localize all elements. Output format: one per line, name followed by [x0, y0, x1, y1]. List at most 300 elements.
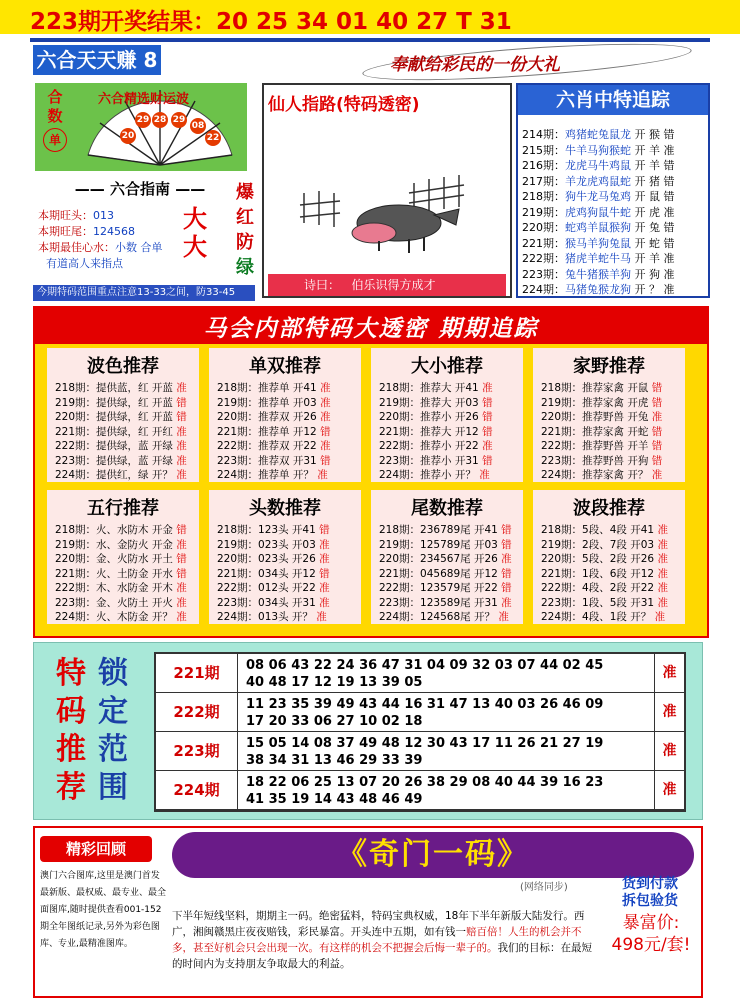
cell-title: 家野推荐 — [573, 356, 645, 377]
cell-row-mark: 错 — [501, 524, 512, 536]
cell-title: 五行推荐 — [87, 498, 159, 519]
cell-row-mark: 准 — [482, 440, 493, 452]
tag-char: 合 — [47, 88, 63, 106]
cell-row-text: 220期：金、火防水 开土 — [55, 553, 173, 565]
cell-row-text: 221期：045689尾 开12 — [379, 567, 498, 580]
zodiac-result: 开 羊 错 — [634, 159, 675, 172]
cell-row-text: 221期：推荐家禽 开蛇 — [541, 425, 649, 438]
zodiac-period: 224期： — [522, 283, 565, 296]
zodiac-result: 开 羊 准 — [634, 143, 675, 157]
zodiac-period: 215期： — [522, 143, 565, 157]
zodiac-row — [522, 250, 675, 266]
cell-row-text: 220期：5段、2段 开26 — [541, 553, 655, 565]
range-note: 今期特码范围重点注意13-33之间，防33-45 — [33, 285, 255, 301]
locked-row — [156, 732, 684, 771]
cell-row-text: 223期：推荐小 开31 — [379, 454, 479, 467]
locked-line: 38 34 31 13 46 29 33 39 — [246, 753, 423, 768]
cell-row-mark: 准 — [657, 553, 668, 565]
number-ball: 08 — [190, 118, 206, 134]
cell-row-text: 220期：234567尾 开26 — [379, 553, 498, 565]
zodiac-result: 开 猴 错 — [634, 128, 675, 141]
cell-row-mark: 准 — [657, 538, 668, 551]
zodiac-picks: 猴马羊狗兔鼠 — [565, 236, 631, 250]
cell-row — [541, 537, 668, 552]
tag-char: 数 — [47, 107, 63, 125]
locked-numbers — [246, 735, 646, 769]
cell-row-text: 218期：推荐家禽 开鼠 — [541, 382, 649, 394]
cell-row-text: 223期：提供绿，蓝 开绿 — [55, 454, 173, 467]
cell-row-mark: 错 — [319, 567, 330, 580]
cell-row-mark: 准 — [176, 596, 187, 609]
cell-row — [217, 467, 328, 482]
guide-label: 本期旺尾： — [38, 225, 93, 238]
locked-line: 11 23 35 39 49 43 44 16 31 47 13 40 03 26 46 09 — [246, 697, 604, 712]
cell-row — [541, 522, 668, 537]
zodiac-picks: 龙虎马牛鸡鼠 — [565, 159, 631, 172]
locked-line: 15 05 14 08 37 49 48 12 30 43 17 11 26 21 27 19 — [246, 736, 604, 751]
locked-row — [156, 693, 684, 732]
cell-row-text: 219期：提供绿，红 开蓝 — [55, 396, 173, 409]
locked-table — [154, 652, 686, 812]
cell-row-mark: 准 — [657, 596, 668, 609]
cell-row-mark: 准 — [501, 553, 512, 565]
tag-char-circle: 单 — [43, 128, 67, 152]
cell-row-mark: 准 — [176, 440, 187, 452]
locked-period: 222期 — [156, 693, 238, 732]
guide-title-text: 六合指南 — [109, 180, 170, 198]
cell-row — [55, 380, 187, 395]
recommend-cell — [533, 490, 685, 624]
zodiac-row — [522, 219, 675, 235]
cell-row-mark: 准 — [657, 524, 668, 536]
cell-row-mark: 错 — [482, 411, 493, 423]
cell-row — [541, 395, 662, 410]
cell-row — [379, 467, 490, 482]
qimen-banner: 《奇门一码》 — [172, 832, 694, 878]
cell-row-text: 223期：金、火防土 开火 — [55, 596, 173, 609]
zodiac-result: 开 兔 错 — [634, 221, 675, 234]
cell-row-mark: 准 — [176, 454, 187, 467]
price-note — [606, 912, 696, 956]
cell-row — [217, 595, 330, 610]
cell-row-text: 222期：推荐小 开22 — [379, 440, 479, 452]
result-line: 223期开奖结果：20 25 34 01 40 27 T 31 — [30, 9, 512, 35]
immortal-subtitle: (特码透密) — [336, 95, 420, 115]
zodiac-result: 开 猪 错 — [634, 174, 675, 188]
recommend-grid — [33, 342, 709, 638]
guide-value: 013 — [93, 209, 114, 222]
cell-row-text: 219期：推荐家禽 开虎 — [541, 396, 649, 409]
cell-row — [379, 551, 512, 566]
zodiac-row — [522, 204, 675, 220]
net-sync: (网络同步) — [520, 882, 568, 893]
cell-row-mark: 准 — [654, 611, 666, 623]
cell-row-text: 222期：推荐双 开22 — [217, 440, 317, 452]
review-title: 精彩回顾 — [40, 836, 152, 862]
locked-mark: 准 — [654, 654, 684, 693]
cell-row — [217, 566, 330, 581]
guide-label: 本期旺头： — [38, 209, 93, 222]
cell-row — [217, 380, 331, 395]
cell-row-text: 223期：123589尾 开31 — [379, 596, 498, 609]
cell-row-mark: 错 — [651, 454, 663, 467]
cell-row-text: 224期：推荐小 开？ — [379, 469, 476, 481]
cell-row-text: 224期：124568尾 开？ — [379, 611, 495, 623]
guide-line — [38, 223, 135, 239]
lock-char: 码 — [56, 694, 86, 729]
guide-title: —— 六合指南 —— — [74, 180, 206, 198]
cell-row-mark: 错 — [176, 524, 187, 536]
cell-row — [55, 453, 187, 468]
guide-line — [38, 239, 163, 255]
number-ball: 29 — [171, 112, 187, 128]
result-bar — [0, 0, 740, 34]
cell-row — [379, 424, 493, 439]
cell-row — [55, 467, 187, 482]
cell-title: 波段推荐 — [573, 498, 645, 519]
guide-line — [46, 255, 123, 271]
cell-row-text: 221期：推荐大 开12 — [379, 425, 479, 438]
immortal-panel — [262, 83, 512, 298]
cell-row-text: 222期：木、水防金 开木 — [55, 582, 173, 594]
cell-row-mark: 准 — [320, 396, 331, 409]
zodiac-row — [522, 266, 675, 282]
zodiac-period: 217期： — [522, 174, 565, 188]
cell-row — [379, 566, 512, 581]
cell-row-mark: 错 — [176, 553, 187, 565]
cell-row — [379, 595, 512, 610]
brand-badge: 六合天天赚 8 — [33, 45, 161, 75]
cell-row — [217, 453, 331, 468]
cell-row-text: 220期：推荐双 开26 — [217, 411, 317, 423]
poem-bar — [268, 274, 506, 296]
cell-row-text: 224期：推荐家禽 开？ — [541, 469, 649, 481]
review-text: 澳门六合图库,这里是澳门首发最新版、最权威、最专业、最全面图库,随时提供查看001-152期全年图纸记录,另外为彩色图库、专业,最精准图库。 — [40, 871, 167, 949]
cell-row-text: 222期：123579尾 开22 — [379, 582, 498, 594]
zodiac-picks: 猪虎羊蛇牛马 — [565, 252, 631, 265]
cell-row — [379, 438, 493, 453]
cell-row — [55, 395, 187, 410]
cell-row-text: 221期：1段、6段 开12 — [541, 567, 655, 580]
zodiac-picks: 狗牛龙马兔鸡 — [565, 190, 631, 203]
cell-row-text: 223期：推荐双 开31 — [217, 454, 317, 467]
cod-line: 货到付款 — [622, 876, 678, 892]
zodiac-period: 219期： — [522, 205, 565, 219]
locked-mark: 准 — [654, 732, 684, 771]
lock-char: 特 — [56, 656, 86, 691]
cell-row-mark: 错 — [651, 440, 663, 452]
cell-row — [379, 395, 493, 410]
cell-row — [541, 453, 662, 468]
cell-row — [379, 380, 493, 395]
poem-text: 伯乐识得方成才 — [351, 278, 436, 292]
fan-title: 六合精选财运波 — [98, 92, 190, 107]
locked-line: 18 22 06 25 13 07 20 26 38 29 08 40 44 39 16 23 — [246, 775, 604, 790]
lock-char: 荐 — [56, 770, 86, 805]
cell-row-mark: 准 — [319, 553, 330, 565]
cell-row — [541, 609, 665, 624]
locked-line: 17 20 33 06 27 10 02 18 — [246, 714, 423, 729]
cell-row-mark: 准 — [501, 596, 512, 609]
cell-row-text: 224期：4段、1段 开？ — [541, 611, 652, 623]
cell-row-mark: 错 — [501, 582, 512, 594]
cell-row-mark: 准 — [651, 411, 663, 423]
promo-text-red: 赔百倍！人生的机会并不多，甚至好机会只会出现一次。有这样的机会不把握会后悔一辈子的。 — [172, 926, 582, 954]
cell-row-text: 218期：236789尾 开41 — [379, 524, 498, 536]
cell-row — [379, 537, 512, 552]
big-characters — [183, 205, 207, 261]
number-ball: 20 — [120, 128, 136, 144]
zodiac-picks: 羊龙虎鸡鼠蛇 — [565, 174, 631, 188]
recommend-cell — [209, 490, 361, 624]
zodiac-picks: 蛇鸡羊鼠猴狗 — [565, 221, 631, 234]
cod-note — [598, 876, 702, 910]
cell-row-mark: 准 — [657, 567, 668, 580]
cell-row-text: 224期：013头 开？ — [217, 611, 313, 623]
big-char: 大 — [183, 233, 207, 261]
locked-period: 221期 — [156, 654, 238, 693]
locked-mark: 准 — [654, 771, 684, 810]
cell-row-mark: 准 — [479, 469, 490, 481]
cell-row — [217, 551, 330, 566]
recommend-cell — [371, 490, 523, 624]
cell-row-text: 218期：123头 开41 — [217, 524, 316, 536]
locked-line: 08 06 43 22 24 36 47 31 04 09 32 03 07 44 02 45 — [246, 658, 604, 673]
immortal-title — [268, 90, 420, 115]
zodiac-row — [522, 281, 675, 297]
cell-row-text: 224期：提供红，绿 开？ — [55, 469, 173, 481]
cell-row-text: 220期：提供绿，红 开蓝 — [55, 411, 173, 423]
guide-value: 124568 — [93, 225, 135, 238]
cell-row-text: 218期：5段、4段 开41 — [541, 524, 655, 536]
cell-row-mark: 错 — [320, 425, 331, 438]
zodiac-row — [522, 188, 675, 204]
cell-row-mark: 准 — [316, 611, 327, 623]
cell-row-mark: 错 — [176, 396, 187, 409]
locked-period: 224期 — [156, 771, 238, 810]
cell-row-text: 220期：推荐小 开26 — [379, 411, 479, 423]
locked-right-column — [98, 655, 128, 807]
price-label: 暴富价: — [622, 913, 680, 933]
cell-row-mark: 准 — [657, 582, 668, 594]
cell-row-mark: 错 — [651, 425, 663, 438]
locked-row — [156, 654, 684, 693]
promo-text — [172, 908, 592, 972]
cell-row-mark: 准 — [498, 611, 509, 623]
cell-title: 尾数推荐 — [411, 498, 483, 519]
fan-tag — [38, 88, 72, 166]
cell-row — [217, 537, 330, 552]
cell-row-text: 219期：125789尾 开03 — [379, 538, 498, 551]
bao-char: 绿 — [236, 257, 254, 278]
gift-text: 奉献给彩民的一份大礼 — [390, 55, 560, 75]
cell-row-text: 219期：2段、7段 开03 — [541, 538, 655, 551]
cell-row — [55, 522, 187, 537]
cell-row-text: 219期：推荐大 开03 — [379, 396, 479, 409]
locked-period: 223期 — [156, 732, 238, 771]
recommend-cell — [533, 348, 685, 482]
immortal-title-main: 仙人指路 — [268, 95, 336, 115]
lock-char: 范 — [98, 732, 128, 767]
recommend-cell — [47, 348, 199, 482]
lock-char: 推 — [56, 732, 86, 767]
cell-row — [379, 409, 493, 424]
big-char: 大 — [183, 205, 207, 233]
cell-row-text: 218期：推荐单 开41 — [217, 382, 317, 394]
zodiac-result: 开 鼠 错 — [634, 190, 675, 203]
zodiac-picks: 虎鸡狗鼠牛蛇 — [565, 205, 631, 219]
cell-row — [55, 551, 187, 566]
cell-row-text: 218期：推荐大 开41 — [379, 382, 479, 394]
cell-row-mark: 错 — [482, 425, 493, 438]
zodiac-period: 216期： — [522, 159, 565, 172]
zodiac-row — [522, 173, 675, 189]
cell-title: 波色推荐 — [87, 356, 159, 377]
lock-char: 定 — [98, 694, 128, 729]
cell-row-text: 221期：034头 开12 — [217, 567, 316, 580]
cell-row-mark: 错 — [501, 538, 512, 551]
cell-title: 单双推荐 — [249, 356, 321, 377]
price-value: 498元/套! — [611, 935, 691, 955]
guide-line — [38, 207, 114, 223]
zodiac-result: 开 ？ 准 — [634, 283, 675, 296]
cell-row — [541, 424, 662, 439]
horse-banner-text: 马会内部特码大透密 期期追踪 — [203, 315, 539, 342]
locked-row — [156, 771, 684, 810]
zodiac-picks: 鸡猪蛇兔鼠龙 — [565, 128, 631, 141]
cell-row — [217, 424, 331, 439]
cell-row — [217, 609, 327, 624]
cell-row-text: 223期：034头 开31 — [217, 596, 316, 609]
locked-mark: 准 — [654, 693, 684, 732]
zodiac-picks: 马猪兔猴龙狗 — [565, 283, 631, 296]
zodiac-result: 开 蛇 错 — [634, 236, 675, 250]
recommend-cell — [209, 348, 361, 482]
lock-char: 锁 — [98, 656, 128, 691]
cell-row-mark: 准 — [176, 469, 187, 481]
cell-row — [217, 580, 330, 595]
cell-row-text: 222期：4段、2段 开22 — [541, 582, 655, 594]
cell-row-mark: 错 — [176, 411, 187, 423]
zodiac-result: 开 虎 准 — [634, 205, 675, 219]
cell-row — [55, 424, 187, 439]
bao-char: 防 — [236, 232, 254, 253]
cell-row-mark: 准 — [320, 440, 331, 452]
cell-row-text: 222期：推荐野兽 开羊 — [541, 440, 649, 452]
cell-row-text: 224期：火、木防金 开？ — [55, 611, 173, 623]
bao-char: 红 — [236, 207, 254, 228]
zodiac-result: 开 羊 准 — [634, 252, 675, 265]
cell-row-mark: 错 — [651, 382, 663, 394]
cell-row-mark: 准 — [651, 469, 663, 481]
cell-row — [541, 380, 662, 395]
cell-row-text: 218期：火、水防木 开金 — [55, 524, 173, 536]
zodiac-row — [522, 235, 675, 251]
number-ball: 28 — [152, 112, 168, 128]
cell-row-mark: 错 — [501, 567, 512, 580]
promo-text-a: 下半年短线坚料，期期主一码。绝密猛料，特码宝典权威，18年下半年新版大陆发行。西广，湘闽赣黑庄夜夜赔钱，彩民暴富。开头连中五期，如有钱一 — [172, 910, 585, 938]
cell-row-mark: 错 — [320, 454, 331, 467]
horse-banner — [33, 306, 709, 344]
cell-row — [217, 438, 331, 453]
cell-row — [541, 580, 668, 595]
cell-row-mark: 错 — [319, 524, 330, 536]
cell-row-mark: 错 — [482, 396, 493, 409]
cell-row-text: 222期：提供绿，蓝 开绿 — [55, 440, 173, 452]
number-ball: 29 — [135, 112, 151, 128]
guide-label: 本期最佳心水： — [38, 241, 115, 254]
locked-numbers — [246, 774, 646, 808]
cell-row — [217, 522, 330, 537]
cell-row — [217, 409, 331, 424]
cell-row-mark: 准 — [320, 382, 331, 394]
cell-row-mark: 准 — [176, 611, 187, 623]
boar-illustration — [264, 113, 510, 293]
locked-left-column — [56, 655, 86, 807]
cell-row — [379, 580, 512, 595]
cell-row — [55, 537, 187, 552]
cell-title: 大小推荐 — [411, 356, 483, 377]
locked-numbers — [246, 657, 646, 691]
zodiac-row — [522, 126, 675, 142]
cell-row-text: 223期：1段、5段 开31 — [541, 596, 655, 609]
cell-row-mark: 错 — [482, 454, 493, 467]
cell-row — [55, 595, 187, 610]
promo-text-b: 我们的目标：在最短的时间内为支持朋友争取最大的利益。 — [172, 942, 592, 970]
cell-row — [55, 609, 187, 624]
cell-row-text: 220期：023头 开26 — [217, 553, 316, 565]
zodiac-period: 220期： — [522, 221, 565, 234]
cell-row-text: 223期：推荐野兽 开狗 — [541, 454, 649, 467]
cell-row — [379, 609, 509, 624]
locked-line: 41 35 19 14 43 48 46 49 — [246, 792, 423, 807]
zodiac-picks: 牛羊马狗猴蛇 — [565, 143, 631, 157]
cell-title: 头数推荐 — [249, 498, 321, 519]
cell-row-mark: 准 — [176, 425, 187, 438]
zodiac-period: 222期： — [522, 252, 565, 265]
cell-row-mark: 准 — [320, 411, 331, 423]
zodiac-row — [522, 142, 675, 158]
zodiac-period: 214期： — [522, 128, 565, 141]
zodiac-period: 223期： — [522, 267, 565, 281]
divider — [30, 38, 710, 42]
cell-row-mark: 错 — [651, 396, 663, 409]
cell-row — [541, 438, 662, 453]
cell-row — [379, 453, 493, 468]
locked-line: 40 48 17 12 19 13 39 05 — [246, 675, 423, 690]
guide-value: 有道高人来指点 — [46, 257, 123, 270]
cell-row-mark: 准 — [482, 382, 493, 394]
guide-value: 小数 合单 — [115, 241, 163, 254]
cell-row-mark: 准 — [319, 582, 330, 594]
cell-row — [55, 438, 187, 453]
poem-label: 诗曰： — [304, 278, 341, 292]
cell-row-mark: 准 — [317, 469, 328, 481]
cell-row-text: 220期：推荐野兽 开兔 — [541, 411, 649, 423]
cell-row — [379, 522, 512, 537]
locked-numbers — [246, 696, 646, 730]
zodiac-period: 221期： — [522, 236, 565, 250]
lock-char: 围 — [98, 770, 128, 805]
recommend-cell — [371, 348, 523, 482]
cell-row-text: 222期：012头 开22 — [217, 582, 316, 594]
cell-row — [541, 595, 668, 610]
cell-row-mark: 准 — [176, 538, 187, 551]
cell-row-mark: 准 — [176, 382, 187, 394]
cell-row-mark: 准 — [319, 596, 330, 609]
zodiac-period: 218期： — [522, 190, 565, 203]
cell-row-text: 221期：火、土防金 开水 — [55, 567, 173, 580]
